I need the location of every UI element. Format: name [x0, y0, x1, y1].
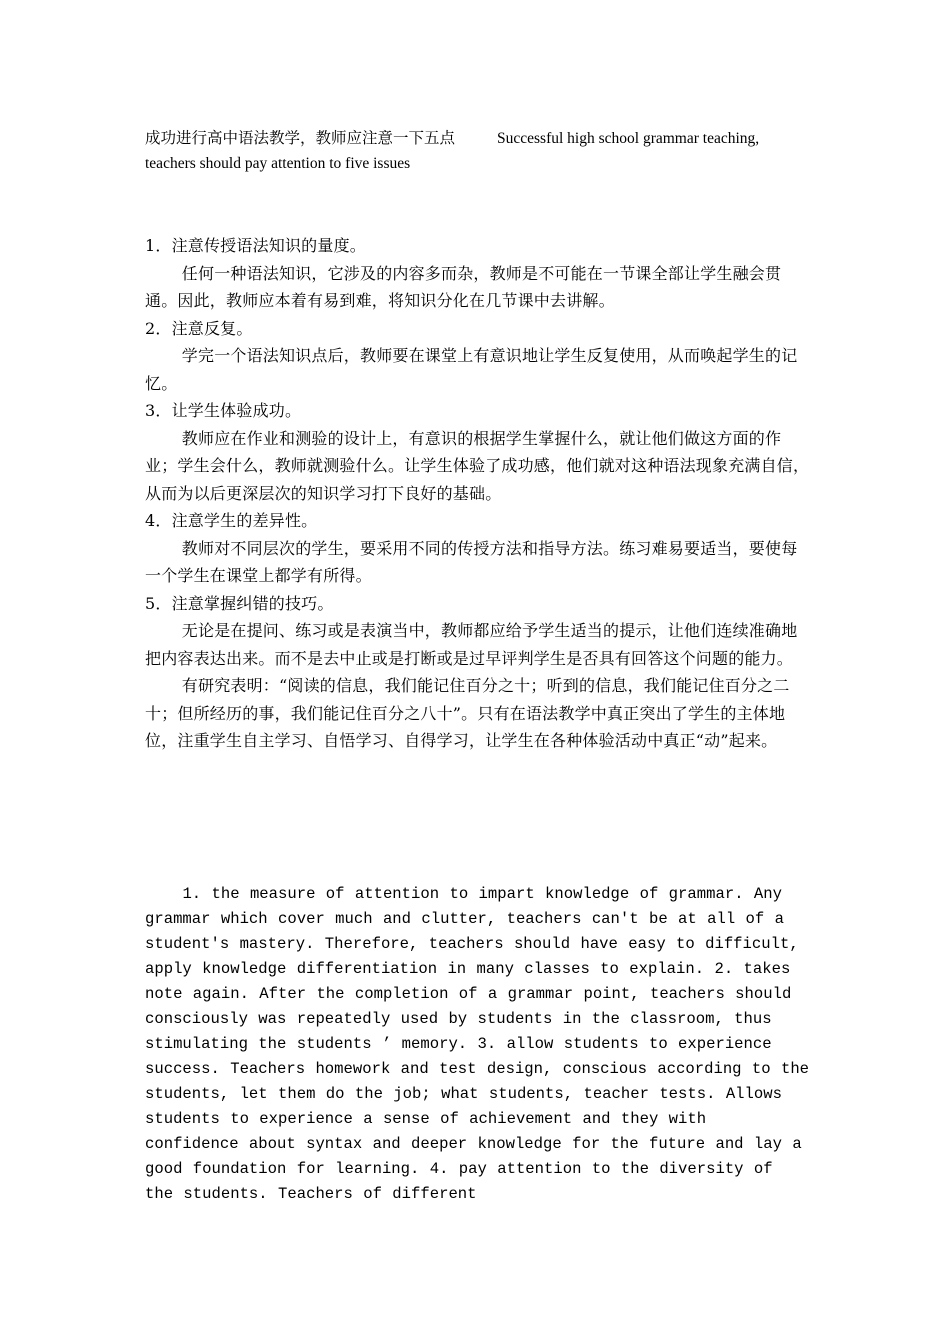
section-4-heading: 4．注意学生的差异性。 — [145, 511, 318, 530]
section-3-heading: 3．让学生体验成功。 — [145, 401, 302, 420]
section-2-heading: 2．注意反复。 — [145, 318, 253, 338]
title-chinese: 成功进行高中语法教学，教师应注意一下五点 — [145, 130, 456, 147]
section-3-body: 教师应在作业和测验的设计上，有意识的根据学生掌握什么，就让他们做这方面的作业；学生会什么，教师就测验什么。让学生体验了成功感，他们就对这种语法现象充满自信，从而为以后更深层次的知识学习打下良好的基础。 — [145, 428, 810, 503]
section-5-heading: 5．注意掌握纠错的技巧。 — [145, 593, 334, 613]
title-english: Successful high school grammar teaching, teachers should pay attention to five issues — [145, 130, 760, 172]
section-2-body: 学完一个语法知识点后，教师要在课堂上有意识地让学生反复使用，从而唤起学生的记忆。 — [145, 346, 798, 393]
chinese-body — [145, 232, 810, 755]
document-title — [145, 126, 810, 176]
english-translation: 1. the measure of attention to impart knowledge of grammar. Any grammar which cover much and clutter, teachers can't be at all of a student's mastery. Therefore, teachers should have easy to difficult, apply knowledge differentiation in many classes to explain. 2. takes note again. After the completion of a grammar point, teachers should consciously was repeatedly used by students in the classroom, thus stimulating the students ’ memory. 3. allow students to experience success. Teachers homework and test design, conscious according to the students, let them do the job; what students, teacher tests. Allows students to experience a sense of achievement and they with confidence about syntax and deeper knowledge for the future and lay a good foundation for learning. 4. pay attention to the diversity of the students. Teachers of different — [145, 885, 810, 1203]
section-1-body: 任何一种语法知识，它涉及的内容多而杂，教师是不可能在一节课全部让学生融会贯通。因此，教师应本着有易到难，将知识分化在几节课中去讲解。 — [145, 263, 782, 310]
closing-paragraph: 有研究表明：“阅读的信息，我们能记住百分之十；听到的信息，我们能记住百分之二十；但所经历的事，我们能记住百分之八十”。只有在语法教学中真正突出了学生的主体地位，注重学生自主学习、自悟学习、自得学习，让学生在各种体验活动中真正“动”起来。 — [145, 676, 790, 750]
section-4-body: 教师对不同层次的学生，要采用不同的传授方法和指导方法。练习难易要适当，要使每一个学生在课堂上都学有所得。 — [145, 538, 798, 585]
section-1-heading: 1．注意传授语法知识的量度。 — [145, 236, 366, 255]
section-5-body: 无论是在提问、练习或是表演当中，教师都应给予学生适当的提示，让他们连续准确地把内容表达出来。而不是去中止或是打断或是过早评判学生是否具有回答这个问题的能力。 — [145, 621, 798, 668]
